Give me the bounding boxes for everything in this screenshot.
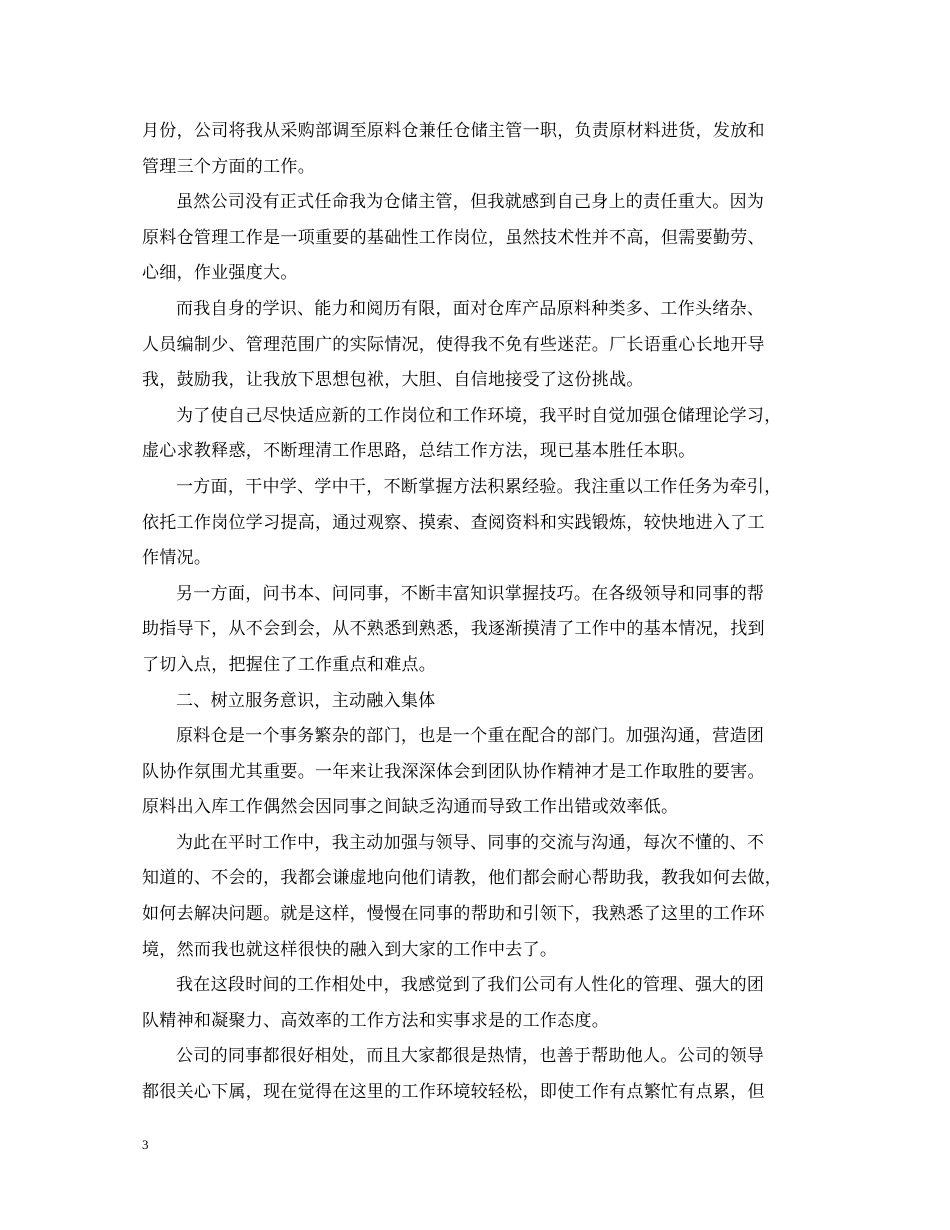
text-line: 而我自身的学识、能力和阅历有限，面对仓库产品原料种类多、工作头绪杂、 — [176, 298, 765, 319]
text-line: 原料出入库工作偶然会因同事之间缺乏沟通而导致工作出错或效率低。 — [142, 797, 679, 818]
text-line: 原料仓管理工作是一项重要的基础性工作岗位，虽然技术性并不高，但需要勤劳、 — [142, 227, 765, 248]
text-line: 作情况。 — [142, 548, 212, 569]
text-line: 依托工作岗位学习提高，通过观察、摸索、查阅资料和实践锻炼，较快地进入了工 — [142, 512, 765, 533]
body-text — [142, 114, 824, 1111]
text-line: 我在这段时间的工作相处中，我感觉到了我们公司有人性化的管理、强大的团 — [176, 975, 765, 996]
text-line: 心细，作业强度大。 — [142, 263, 298, 284]
text-line: 人员编制少、管理范围广的实际情况，使得我不免有些迷茫。厂长语重心长地开导 — [142, 334, 765, 355]
page-number: 3 — [142, 1137, 149, 1152]
text-line: 了切入点，把握住了工作重点和难点。 — [142, 654, 437, 675]
text-line: 虽然公司没有正式任命我为仓储主管，但我就感到自己身上的责任重大。因为 — [176, 192, 765, 213]
text-line: 如何去解决问题。就是这样，慢慢在同事的帮助和引领下，我熟悉了这里的工作环 — [142, 904, 765, 925]
text-line: 一方面，干中学、学中干，不断掌握方法积累经验。我注重以工作任务为牵引， — [176, 476, 782, 497]
text-line: 原料仓是一个事务繁杂的部门，也是一个重在配合的部门。加强沟通，营造团 — [176, 726, 765, 747]
text-line: 境，然而我也就这样很快的融入到大家的工作中去了。 — [142, 939, 558, 960]
text-line: 为了使自己尽快适应新的工作岗位和工作环境，我平时自觉加强仓储理论学习， — [176, 405, 782, 426]
text-line: 都很关心下属，现在觉得在这里的工作环境较轻松，即使工作有点繁忙有点累，但 — [142, 1082, 765, 1103]
text-line: 为此在平时工作中，我主动加强与领导、同事的交流与沟通，每次不懂的、不 — [176, 832, 765, 853]
text-line: 助指导下，从不会到会，从不熟悉到熟悉，我逐渐摸清了工作中的基本情况，找到 — [142, 619, 765, 640]
text-line: 虚心求教释惑，不断理清工作思路，总结工作方法，现已基本胜任本职。 — [142, 441, 696, 462]
text-line: 二、树立服务意识，主动融入集体 — [176, 690, 436, 711]
text-line: 另一方面，问书本、问同事，不断丰富知识掌握技巧。在各级领导和同事的帮 — [176, 583, 765, 604]
text-line: 我，鼓励我，让我放下思想包袱，大胆、自信地接受了这份挑战。 — [142, 370, 644, 391]
text-line: 队精神和凝聚力、高效率的工作方法和实事求是的工作态度。 — [142, 1010, 610, 1031]
text-line: 月份，公司将我从采购部调至原料仓兼任仓储主管一职，负责原材料进货，发放和 — [142, 121, 765, 141]
text-line: 知道的、不会的，我都会谦虚地向他们请教，他们都会耐心帮助我，教我如何去做， — [142, 868, 783, 889]
text-line: 队协作氛围尤其重要。一年来让我深深体会到团队协作精神才是工作取胜的要害。 — [142, 761, 765, 782]
text-line: 公司的同事都很好相处，而且大家都很是热情，也善于帮助他人。公司的领导 — [176, 1046, 765, 1067]
text-line: 管理三个方面的工作。 — [142, 156, 315, 177]
